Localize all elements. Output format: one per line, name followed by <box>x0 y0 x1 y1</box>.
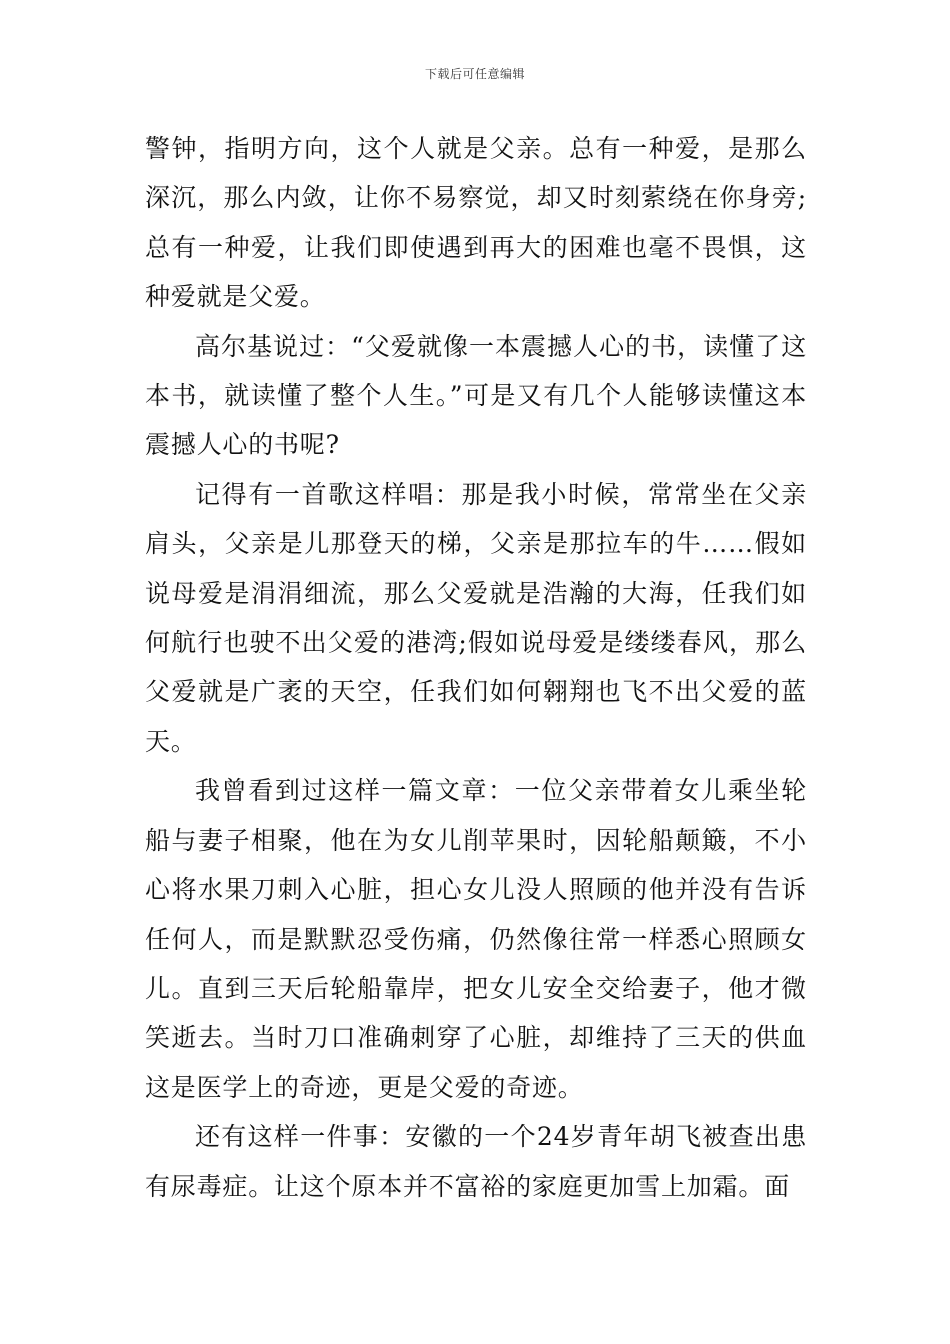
paragraph-2: 高尔基说过：“父爱就像一本震撼人心的书，读懂了这本书，就读懂了整个人生。”可是又有几个人能够读懂这本震撼人心的书呢? <box>145 331 807 460</box>
paragraph-5: 还有这样一件事：安徽的一个24岁青年胡飞被查出患有尿毒症。让这个原本并不富裕的家庭更加雪上加霜。面 <box>145 1122 807 1201</box>
page-header: 下载后可任意编辑 <box>424 67 525 81</box>
paragraph-4: 我曾看到过这样一篇文章：一位父亲带着女儿乘坐轮船与妻子相聚，他在为女儿削苹果时，因轮船颠簸，不小心将水果刀刺入心脏，担心女儿没人照顾的他并没有告诉任何人，而是默默忍受伤痛，仍然像往常一样悉心照顾女儿。直到三天后轮船靠岸，把女儿安全交给妻子，他才微笑逝去。当时刀口准确刺穿了心脏，却维持了三天的供血这是医学上的奇迹，更是父爱的奇迹。 <box>145 776 807 1102</box>
document-body <box>145 124 807 1211</box>
paragraph-3: 记得有一首歌这样唱：那是我小时候，常常坐在父亲肩头，父亲是儿那登天的梯，父亲是那拉车的牛……假如说母爱是涓涓细流，那么父爱就是浩瀚的大海，任我们如何航行也驶不出父爱的港湾;假如说母爱是缕缕春风，那么父爱就是广袤的天空，任我们如何翱翔也飞不出父爱的蓝天。 <box>145 479 807 756</box>
paragraph-1: 警钟，指明方向，这个人就是父亲。总有一种爱，是那么深沉，那么内敛，让你不易察觉，却又时刻萦绕在你身旁;总有一种爱，让我们即使遇到再大的困难也毫不畏惧，这种爱就是父爱。 <box>145 134 807 312</box>
